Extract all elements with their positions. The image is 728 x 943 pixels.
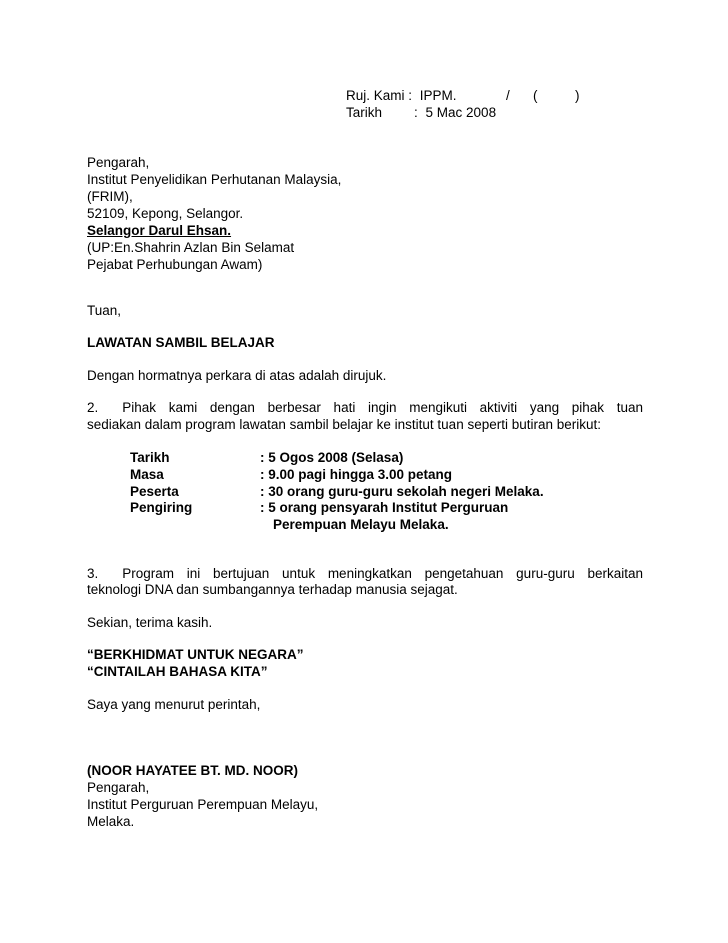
recipient-line: Institut Penyelidikan Perhutanan Malaysia, [87, 172, 342, 187]
recipient-state: Selangor Darul Ehsan. [87, 223, 232, 238]
detail-label-peserta: Peserta [130, 484, 179, 499]
signatory-place: Melaka. [87, 814, 135, 829]
paragraph-number: 3. [87, 566, 99, 581]
paragraph-number: 2. [87, 400, 99, 415]
motto-2: “CINTAILAH BAHASA KITA” [87, 664, 268, 679]
ref-paren-open: ( [533, 88, 538, 103]
ref-label: Ruj. Kami : [346, 88, 413, 103]
salutation: Tuan, [87, 303, 122, 318]
detail-label-tarikh: Tarikh [130, 450, 170, 465]
detail-value-masa: : 9.00 pagi hingga 3.00 petang [260, 467, 453, 482]
date-label: Tarikh [346, 105, 383, 120]
detail-label-masa: Masa [130, 467, 164, 482]
paragraph-3 [87, 565, 643, 582]
signatory-name: (NOOR HAYATEE BT. MD. NOOR) [87, 763, 299, 778]
signatory-block [87, 762, 318, 830]
date-line [414, 104, 496, 121]
subject-heading: LAWATAN SAMBIL BELAJAR [87, 335, 275, 350]
signatory-org: Institut Perguruan Perempuan Melayu, [87, 797, 319, 812]
sign-off: Saya yang menurut perintah, [87, 697, 261, 712]
reference-line [346, 87, 457, 104]
motto-1: “BERKHIDMAT UNTUK NEGARA” [87, 647, 304, 662]
detail-label-pengiring: Pengiring [130, 500, 193, 515]
recipient-line: Pengarah, [87, 155, 150, 170]
ref-paren-close: ) [575, 88, 580, 103]
paragraph-3-line-2: teknologi DNA dan sumbangannya terhadap manusia sejagat. [87, 582, 458, 597]
recipient-attention-office: Pejabat Perhubungan Awam) [87, 257, 263, 272]
detail-value-pengiring: : 5 orang pensyarah Institut Perguruan [260, 500, 509, 515]
closing: Sekian, terima kasih. [87, 615, 213, 630]
recipient-line: (FRIM), [87, 189, 133, 204]
paragraph-3-text-1: Program ini bertujuan untuk meningkatkan pengetahuan guru-guru berkaitan [122, 566, 643, 581]
detail-value-tarikh: : 5 Ogos 2008 (Selasa) [260, 450, 404, 465]
paragraph-3-line-1 [87, 565, 643, 582]
date-value: 5 Mac 2008 [425, 105, 497, 120]
recipient-attention: (UP:En.Shahrin Azlan Bin Selamat [87, 240, 295, 255]
ref-value: IPPM. [419, 88, 457, 103]
ref-slash: / [506, 88, 510, 103]
signatory-title: Pengarah, [87, 780, 150, 795]
detail-value-pengiring-continued: Perempuan Melayu Melaka. [273, 517, 449, 532]
date-sep: : [414, 105, 418, 120]
paragraph-1: Dengan hormatnya perkara di atas adalah dirujuk. [87, 368, 387, 383]
paragraph-2-line-2: sediakan dalam program lawatan sambil belajar ke institut tuan seperti butiran berikut: [87, 417, 602, 432]
recipient-line: 52109, Kepong, Selangor. [87, 206, 244, 221]
paragraph-2-line-1 [87, 399, 643, 416]
detail-value-peserta: : 30 orang guru-guru sekolah negeri Melaka. [260, 484, 544, 499]
recipient-address [87, 154, 341, 273]
paragraph-2-text-1: Pihak kami dengan berbesar hati ingin mengikuti aktiviti yang pihak tuan [122, 400, 643, 415]
paragraph-2 [87, 399, 643, 416]
